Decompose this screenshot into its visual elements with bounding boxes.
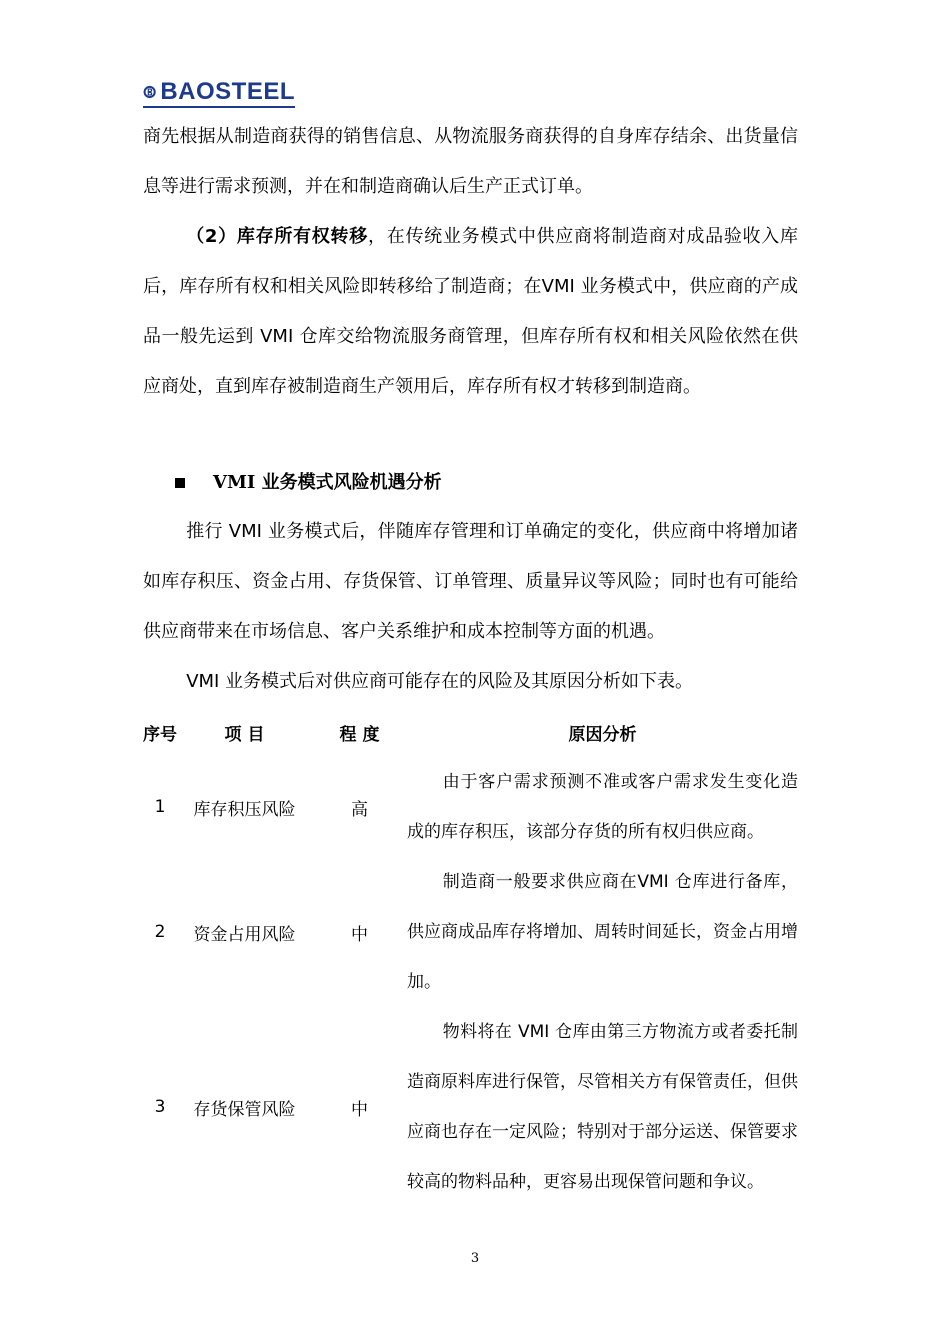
paragraph-ownership-transfer: [143, 212, 798, 412]
table-row: [143, 857, 798, 1007]
row-reason: [407, 857, 798, 1007]
header-reason: 原因分析: [568, 724, 637, 745]
row-level: 中: [351, 1099, 368, 1120]
paragraph-risks-overview: 推行 VMI 业务模式后，伴随库存管理和订单确定的变化，供应商中将增加诸如库存积压、资金占用、存货保管、订单管理、质量异议等风险；同时也有可能给供应商带来在市场信息、客户关系维护和成本控制等方面的机遇。: [143, 521, 798, 642]
table-row: [143, 757, 798, 857]
row-no: 1: [154, 797, 166, 817]
row-reason: [407, 1007, 798, 1207]
row-reason: [407, 757, 798, 857]
row-no: 2: [154, 922, 166, 942]
row-reason-text: 物料将在 VMI 仓库由第三方物流方或者委托制造商原料库进行保管，尽管相关方有保管责任，但供应商也存在一定风险；特别对于部分运送、保管要求较高的物料品种，更容易出现保管问题和争议。: [407, 1022, 798, 1192]
row-level: 中: [351, 924, 368, 945]
baosteel-emblem-icon: [143, 75, 156, 109]
row-no: 3: [154, 1097, 166, 1117]
row-item: 资金占用风险: [193, 924, 296, 945]
ownership-transfer-title: （2）库存所有权转移: [186, 226, 368, 247]
logo-text: BAOSTEEL: [160, 78, 295, 105]
table-row: [143, 1007, 798, 1207]
paragraph-table-intro: VMI 业务模式后对供应商可能存在的风险及其原因分析如下表。: [186, 671, 694, 692]
row-item: 库存积压风险: [193, 799, 296, 820]
square-bullet-icon: [175, 478, 185, 488]
header-level: 程 度: [339, 724, 380, 745]
header-rule: [143, 106, 295, 108]
table-header-row: [143, 707, 798, 757]
page-content: [143, 112, 798, 1207]
header-no: 序号: [143, 724, 177, 745]
header-item: 项 目: [224, 724, 265, 745]
paragraph-forecast: 商先根据从制造商获得的销售信息、从物流服务商获得的自身库存结余、出货量信息等进行需求预测，并在和制造商确认后生产正式订单。: [143, 126, 798, 197]
ownership-transfer-text: ，在传统业务模式中供应商将制造商对成品验收入库后，库存所有权和相关风险即转移给了制造商；在VMI 业务模式中，供应商的产成品一般先运到 VMI 仓库交给物流服务商管理，但库存所有权和相关风险依然在供应商处，直到库存被制造商生产领用后，库存所有权才转移到制造商。: [143, 226, 799, 397]
page-number: 3: [470, 1251, 480, 1266]
row-level: 高: [351, 799, 368, 820]
section-heading: [143, 459, 798, 507]
row-item: 存货保管风险: [193, 1099, 296, 1120]
risk-table: [143, 707, 798, 1207]
row-reason-text: 由于客户需求预测不准或客户需求发生变化造成的库存积压，该部分存货的所有权归供应商。: [407, 772, 798, 842]
row-reason-text: 制造商一般要求供应商在VMI 仓库进行备库，供应商成品库存将增加、周转时间延长，资金占用增加。: [407, 872, 798, 992]
section-heading-text: VMI 业务模式风险机遇分析: [213, 472, 442, 493]
